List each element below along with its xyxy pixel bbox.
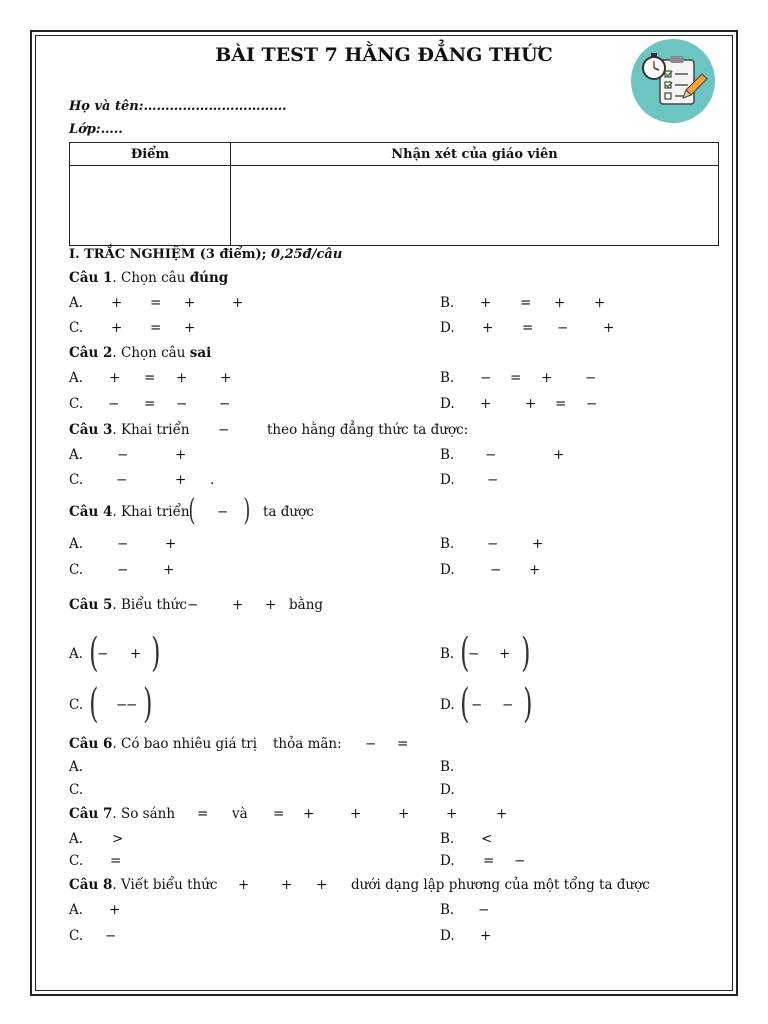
math-symbol: +	[111, 295, 123, 311]
math-symbol: =	[273, 806, 285, 822]
question-number: Câu 6	[69, 736, 113, 752]
question-text: . Viết biểu thức	[112, 877, 218, 893]
math-symbol: +	[553, 447, 565, 463]
question-7	[69, 806, 175, 822]
question-number: Câu 4	[69, 504, 113, 520]
math-symbol: −	[117, 562, 129, 578]
math-symbol: −	[97, 646, 109, 662]
q8-option-a: A.	[69, 902, 84, 918]
question-text: . Biểu thức	[112, 597, 187, 613]
q4-option-d: D.	[440, 562, 455, 578]
math-symbol: −	[468, 646, 480, 662]
question-text: . Khai triển	[112, 504, 190, 520]
question-2	[69, 345, 211, 361]
math-symbol: +	[220, 370, 232, 386]
math-symbol: +	[109, 902, 121, 918]
question-8-tail: dưới dạng lập phương của một tổng ta được	[351, 877, 650, 893]
score-table	[69, 142, 719, 246]
question-text: . Chọn câu	[112, 270, 190, 286]
math-symbol: =	[522, 320, 534, 336]
q2-option-a: A.	[69, 370, 84, 386]
page-title: BÀI TEST 7 HẰNG ĐẲNG THỨC	[215, 44, 553, 66]
q1-option-a: A.	[69, 295, 84, 311]
math-symbol: −	[116, 472, 128, 488]
question-6-tail: thỏa mãn:	[273, 736, 342, 752]
question-number: Câu 8	[69, 877, 113, 893]
q7-option-d: D.	[440, 853, 455, 869]
q4-option-a: A.	[69, 536, 84, 552]
q1-option-c: C.	[69, 320, 84, 336]
math-symbol: +	[594, 295, 606, 311]
q5-option-d: D.	[440, 697, 455, 713]
left-parenthesis: (	[460, 681, 470, 727]
math-symbol: +	[496, 806, 508, 822]
right-parenthesis: )	[151, 630, 161, 676]
math-symbol: =	[144, 396, 156, 412]
section-title: I. TRẮC NGHIỆM (3 điểm);	[69, 247, 271, 262]
math-symbol: −	[218, 422, 230, 438]
math-symbol: −	[478, 902, 490, 918]
math-symbol: +	[316, 877, 328, 893]
left-parenthesis: (	[188, 493, 196, 528]
question-5-tail: bằng	[289, 597, 324, 613]
question-8	[69, 877, 217, 893]
math-symbol: +	[532, 536, 544, 552]
math-symbol: −	[187, 597, 199, 613]
question-number: Câu 1	[69, 270, 113, 286]
q2-option-d: D.	[440, 396, 455, 412]
question-number: Câu 2	[69, 345, 113, 361]
q6-option-b: B.	[440, 759, 455, 775]
left-parenthesis: (	[89, 630, 99, 676]
q5-option-a: A.	[69, 646, 84, 662]
math-symbol: +	[499, 646, 511, 662]
math-symbol: −	[108, 396, 120, 412]
math-symbol: =	[483, 853, 495, 869]
math-symbol: −	[219, 396, 231, 412]
math-symbol: +	[176, 370, 188, 386]
math-symbol: +	[480, 396, 492, 412]
comment-cell	[231, 166, 719, 246]
q7-option-b: B.	[440, 831, 455, 847]
math-symbol: =	[555, 396, 567, 412]
math-symbol: −	[176, 396, 188, 412]
math-symbol: −	[116, 697, 128, 713]
math-symbol: −	[557, 320, 569, 336]
math-symbol: +	[398, 806, 410, 822]
q5-option-c: C.	[69, 697, 84, 713]
q5-option-b: B.	[440, 646, 455, 662]
math-symbol: +	[446, 806, 458, 822]
math-symbol: <	[481, 831, 493, 847]
q3-option-c: C.	[69, 472, 84, 488]
q8-option-b: B.	[440, 902, 455, 918]
left-parenthesis: (	[89, 681, 99, 727]
math-symbol: +	[175, 447, 187, 463]
name-field-label: Họ và tên:……………………………	[69, 99, 287, 114]
math-symbol: >	[112, 831, 124, 847]
math-symbol: −	[490, 562, 502, 578]
math-symbol: −	[480, 370, 492, 386]
comment-column-header: Nhận xét của giáo viên	[231, 143, 719, 166]
q2-option-b: B.	[440, 370, 455, 386]
math-symbol: =	[150, 295, 162, 311]
math-symbol: =	[150, 320, 162, 336]
math-symbol: =	[197, 806, 209, 822]
math-symbol: −	[365, 736, 377, 752]
q4-option-b: B.	[440, 536, 455, 552]
question-5	[69, 597, 187, 613]
math-symbol: +	[265, 597, 277, 613]
math-symbol: −	[471, 697, 483, 713]
q1-option-b: B.	[440, 295, 455, 311]
math-symbol: =	[520, 295, 532, 311]
math-symbol: +	[480, 928, 492, 944]
math-symbol: +	[111, 320, 123, 336]
math-symbol: +	[165, 536, 177, 552]
math-symbol: =	[110, 853, 122, 869]
q3-option-a: A.	[69, 447, 84, 463]
question-3	[69, 422, 190, 438]
math-symbol: −	[485, 447, 497, 463]
q2-option-c: C.	[69, 396, 84, 412]
q3-option-d: D.	[440, 472, 455, 488]
math-symbol: +	[303, 806, 315, 822]
math-symbol: +	[175, 472, 187, 488]
math-symbol: =	[397, 736, 409, 752]
math-symbol: +	[184, 295, 196, 311]
math-symbol: =	[510, 370, 522, 386]
question-7-tail: và	[232, 806, 248, 822]
math-symbol: +	[109, 370, 121, 386]
math-symbol: +	[525, 396, 537, 412]
math-symbol: +	[232, 295, 244, 311]
q4-option-c: C.	[69, 562, 84, 578]
math-symbol: +	[350, 806, 362, 822]
q3-option-b: B.	[440, 447, 455, 463]
q6-option-a: A.	[69, 759, 84, 775]
math-symbol: +	[130, 646, 142, 662]
question-number: Câu 5	[69, 597, 113, 613]
question-text: . Có bao nhiêu giá trị	[112, 736, 258, 752]
math-symbol: −	[586, 396, 598, 412]
question-text: . Khai triển	[112, 422, 190, 438]
question-3-tail: theo hằng đẳng thức ta được:	[267, 422, 469, 438]
q7-option-c: C.	[69, 853, 84, 869]
clipboard-checklist-clock-icon	[630, 38, 716, 124]
section-heading	[69, 247, 342, 262]
math-symbol: +	[482, 320, 494, 336]
math-symbol: −	[217, 504, 229, 520]
question-1	[69, 270, 228, 286]
question-emphasis: sai	[189, 345, 212, 361]
math-symbol: +	[529, 562, 541, 578]
right-parenthesis: )	[521, 630, 531, 676]
question-4-tail: ta được	[263, 504, 314, 520]
q1-option-d: D.	[440, 320, 455, 336]
q8-option-d: D.	[440, 928, 455, 944]
right-parenthesis: )	[243, 493, 251, 528]
left-parenthesis: (	[460, 630, 470, 676]
question-number: Câu 7	[69, 806, 113, 822]
math-symbol: −	[585, 370, 597, 386]
math-symbol: −	[502, 697, 514, 713]
score-column-header: Điểm	[70, 143, 231, 166]
right-parenthesis: )	[523, 681, 533, 727]
math-symbol: −	[514, 853, 526, 869]
q6-option-d: D.	[440, 782, 455, 798]
math-symbol: +	[238, 877, 250, 893]
math-symbol: −	[117, 447, 129, 463]
math-symbol: −	[105, 928, 117, 944]
math-symbol: +	[184, 320, 196, 336]
question-number: Câu 3	[69, 422, 113, 438]
q7-option-a: A.	[69, 831, 84, 847]
question-text: . Chọn câu	[112, 345, 190, 361]
math-symbol: .	[210, 472, 215, 488]
math-symbol: =	[144, 370, 156, 386]
math-symbol: −	[487, 536, 499, 552]
question-4	[69, 504, 190, 520]
q8-option-c: C.	[69, 928, 84, 944]
class-field-label: Lớp:…..	[69, 122, 123, 137]
question-6	[69, 736, 257, 752]
math-symbol: +	[603, 320, 615, 336]
math-symbol: −	[487, 472, 499, 488]
math-symbol: +	[554, 295, 566, 311]
math-symbol: −	[117, 536, 129, 552]
math-symbol: +	[232, 597, 244, 613]
math-symbol: −	[126, 697, 138, 713]
math-symbol: +	[281, 877, 293, 893]
math-symbol: +	[163, 562, 175, 578]
right-parenthesis: )	[143, 681, 153, 727]
section-score-note: 0,25đ/câu	[271, 247, 343, 262]
score-cell	[70, 166, 231, 246]
question-emphasis: đúng	[189, 270, 229, 286]
math-symbol: +	[480, 295, 492, 311]
math-symbol: +	[541, 370, 553, 386]
question-text: . So sánh	[112, 806, 176, 822]
q6-option-c: C.	[69, 782, 84, 798]
